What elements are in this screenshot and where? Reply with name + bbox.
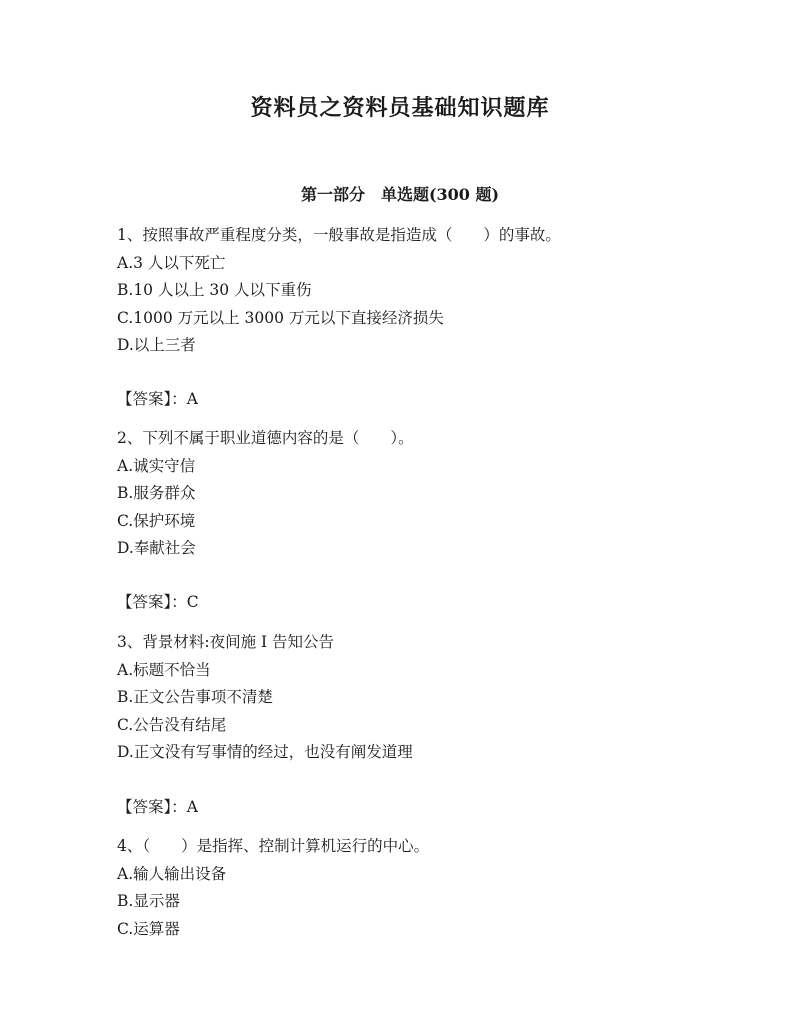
question-3 [117, 629, 757, 767]
option-d: D.正文没有写事情的经过，也没有阐发道理 [117, 743, 413, 761]
section-title: 第一部分 单选题(300 题) [300, 185, 500, 204]
option-c: C.保护环境 [117, 511, 196, 530]
question-2 [117, 425, 757, 563]
option-c: C.公告没有结尾 [117, 715, 227, 734]
answer-3 [117, 795, 198, 819]
answer-1 [117, 387, 198, 411]
answer-value: C [186, 593, 199, 611]
question-stem: 2、下列不属于职业道德内容的是（ ）。 [117, 429, 414, 447]
option-a: A.输人输出设备 [117, 864, 227, 883]
answer-2 [117, 590, 199, 614]
answer-label: 【答案】： [117, 593, 187, 611]
option-d: D.奉献社会 [117, 539, 196, 557]
option-b: B.10 人以上 30 人以下重伤 [117, 281, 312, 299]
option-d: D.以上三者 [117, 336, 196, 354]
question-1 [117, 222, 757, 360]
option-a: A.标题不恰当 [117, 660, 211, 679]
option-b: B.显示器 [117, 892, 180, 910]
answer-value: A [186, 390, 198, 408]
option-b: B.正文公告事项不清楚 [117, 688, 273, 706]
option-c: C.1000 万元以上 3000 万元以下直接经济损失 [117, 308, 444, 327]
question-stem: 1、按照事故严重程度分类，一般事故是指造成（ ）的事故。 [117, 226, 561, 244]
question-stem: 3、背景材料:夜间施 I 告知公告 [117, 633, 335, 651]
option-b: B.服务群众 [117, 484, 196, 502]
answer-label: 【答案】： [117, 798, 187, 816]
option-a: A.诚实守信 [117, 456, 196, 475]
answer-value: A [186, 798, 198, 816]
option-c: C.运算器 [117, 919, 180, 938]
question-4 [117, 833, 757, 943]
option-a: A.3 人以下死亡 [117, 253, 226, 272]
answer-label: 【答案】： [117, 390, 187, 408]
document-title: 资料员之资料员基础知识题库 [250, 95, 550, 121]
question-stem: 4、（ ）是指挥、控制计算机运行的中心。 [117, 837, 430, 855]
